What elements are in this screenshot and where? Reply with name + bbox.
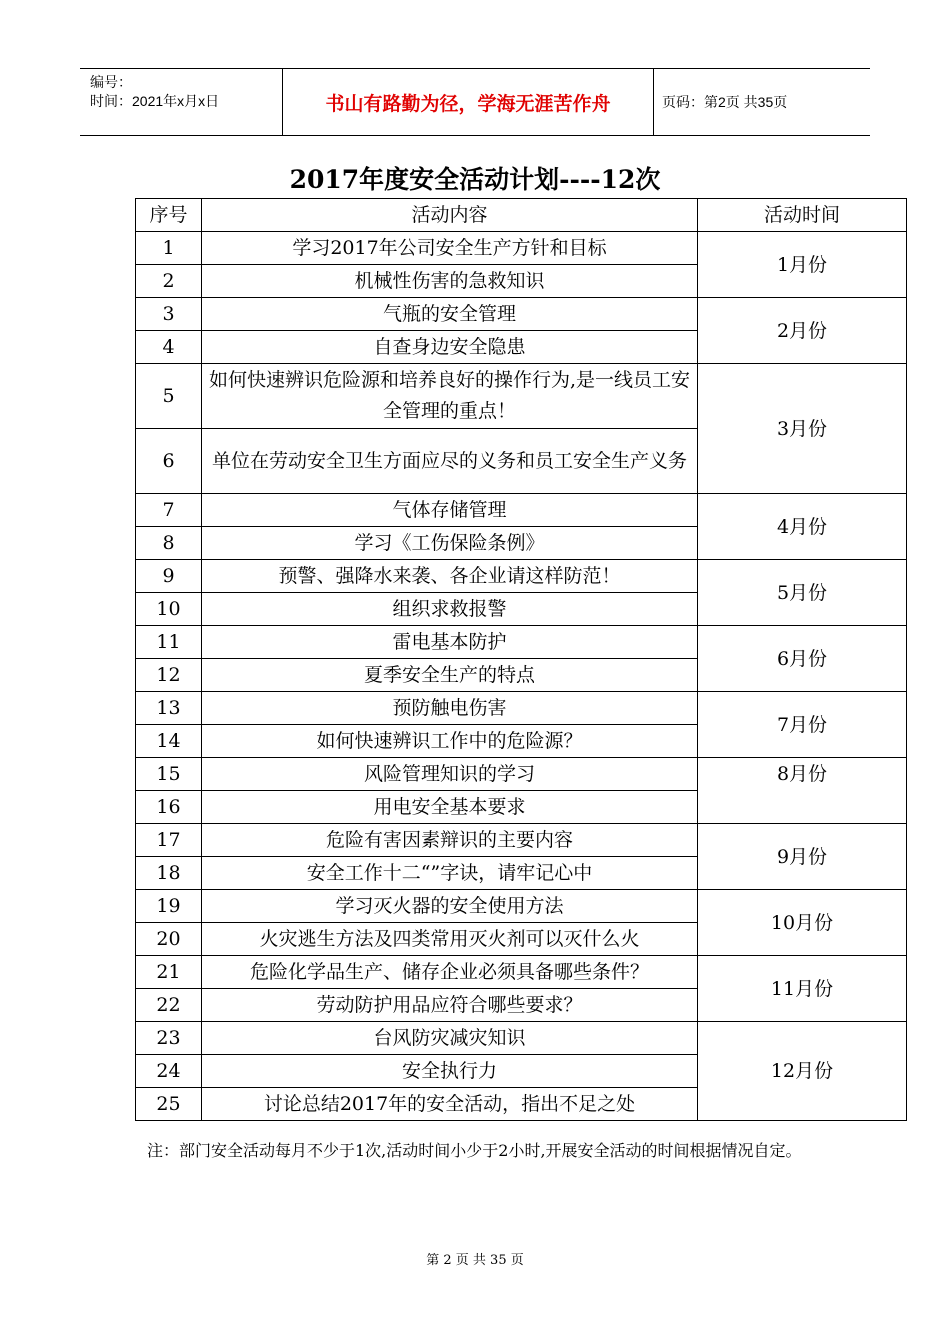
table-row xyxy=(136,494,907,527)
activity-content: 如何快速辨识工作中的危险源？ xyxy=(202,725,698,758)
activity-content: 讨论总结2017年的安全活动，指出不足之处 xyxy=(202,1088,698,1121)
row-number: 21 xyxy=(136,956,202,989)
header-meta xyxy=(80,69,282,135)
page-footer: 第 2 页 共 35 页 xyxy=(426,1253,524,1268)
row-number: 8 xyxy=(136,527,202,560)
activity-content: 机械性伤害的急救知识 xyxy=(202,265,698,298)
column-header-no: 序号 xyxy=(136,199,202,232)
activity-content: 夏季安全生产的特点 xyxy=(202,659,698,692)
activity-content: 用电安全基本要求 xyxy=(202,791,698,824)
row-number: 6 xyxy=(136,429,202,494)
activity-month: 8月份 xyxy=(698,758,907,824)
row-number: 20 xyxy=(136,923,202,956)
row-number: 15 xyxy=(136,758,202,791)
activity-content: 劳动防护用品应符合哪些要求？ xyxy=(202,989,698,1022)
activity-content: 自查身边安全隐患 xyxy=(202,331,698,364)
row-number: 13 xyxy=(136,692,202,725)
row-number: 4 xyxy=(136,331,202,364)
activity-content: 危险化学品生产、储存企业必须具备哪些条件？ xyxy=(202,956,698,989)
activity-month: 11月份 xyxy=(698,956,907,1022)
row-number: 22 xyxy=(136,989,202,1022)
row-number: 25 xyxy=(136,1088,202,1121)
activity-month: 6月份 xyxy=(698,626,907,692)
row-number: 18 xyxy=(136,857,202,890)
activity-content: 雷电基本防护 xyxy=(202,626,698,659)
row-number: 16 xyxy=(136,791,202,824)
date-label: 时间：2021年x月x日 xyxy=(90,93,220,109)
table-row xyxy=(136,890,907,923)
activity-content: 学习灭火器的安全使用方法 xyxy=(202,890,698,923)
row-number: 5 xyxy=(136,364,202,429)
table-header-row xyxy=(136,199,907,232)
activity-month: 3月份 xyxy=(698,364,907,494)
activity-content: 单位在劳动安全卫生方面应尽的义务和员工安全生产义务 xyxy=(202,429,698,494)
activity-month: 10月份 xyxy=(698,890,907,956)
row-number: 11 xyxy=(136,626,202,659)
table-row xyxy=(136,692,907,725)
table-row xyxy=(136,560,907,593)
column-header-content: 活动内容 xyxy=(202,199,698,232)
serial-label: 编号： xyxy=(90,74,132,90)
activity-month: 4月份 xyxy=(698,494,907,560)
table-row xyxy=(136,824,907,857)
activity-content: 火灾逃生方法及四类常用灭火剂可以灭什么火 xyxy=(202,923,698,956)
row-number: 14 xyxy=(136,725,202,758)
activity-content: 学习2017年公司安全生产方针和目标 xyxy=(202,232,698,265)
page-title: 2017年度安全活动计划----12次 xyxy=(289,165,661,194)
table-row xyxy=(136,626,907,659)
row-number: 12 xyxy=(136,659,202,692)
activity-content: 安全执行力 xyxy=(202,1055,698,1088)
activity-month: 9月份 xyxy=(698,824,907,890)
plan-note: 注：部门安全活动每月不少于1次,活动时间小少于2小时,开展安全活动的时间根据情况自定。 xyxy=(147,1141,802,1160)
row-number: 1 xyxy=(136,232,202,265)
row-number: 9 xyxy=(136,560,202,593)
header-page-info: 页码：第2页 共35页 xyxy=(662,94,788,110)
activity-content: 气瓶的安全管理 xyxy=(202,298,698,331)
table-row xyxy=(136,758,907,791)
row-number: 24 xyxy=(136,1055,202,1088)
row-number: 2 xyxy=(136,265,202,298)
activity-content: 预防触电伤害 xyxy=(202,692,698,725)
row-number: 17 xyxy=(136,824,202,857)
row-number: 23 xyxy=(136,1022,202,1055)
row-number: 19 xyxy=(136,890,202,923)
row-number: 3 xyxy=(136,298,202,331)
activity-content: 气体存储管理 xyxy=(202,494,698,527)
activity-plan-table xyxy=(135,198,907,1121)
header-motto: 书山有路勤为径，学海无涯苦作舟 xyxy=(282,69,654,135)
table-row xyxy=(136,364,907,429)
activity-month: 1月份 xyxy=(698,232,907,298)
page-header xyxy=(80,68,870,136)
activity-content: 如何快速辨识危险源和培养良好的操作行为,是一线员工安全管理的重点！ xyxy=(202,364,698,429)
activity-month: 7月份 xyxy=(698,692,907,758)
activity-content: 预警、强降水来袭、各企业请这样防范！ xyxy=(202,560,698,593)
table-row xyxy=(136,956,907,989)
activity-content: 风险管理知识的学习 xyxy=(202,758,698,791)
row-number: 7 xyxy=(136,494,202,527)
row-number: 10 xyxy=(136,593,202,626)
table-row xyxy=(136,1022,907,1055)
activity-month: 12月份 xyxy=(698,1022,907,1121)
activity-month: 5月份 xyxy=(698,560,907,626)
activity-content: 安全工作十二“”字诀，请牢记心中 xyxy=(202,857,698,890)
column-header-time: 活动时间 xyxy=(698,199,907,232)
table-row xyxy=(136,298,907,331)
activity-content: 组织求救报警 xyxy=(202,593,698,626)
activity-content: 危险有害因素辩识的主要内容 xyxy=(202,824,698,857)
activity-month: 2月份 xyxy=(698,298,907,364)
activity-content: 学习《工伤保险条例》 xyxy=(202,527,698,560)
table-row xyxy=(136,232,907,265)
activity-content: 台风防灾减灾知识 xyxy=(202,1022,698,1055)
